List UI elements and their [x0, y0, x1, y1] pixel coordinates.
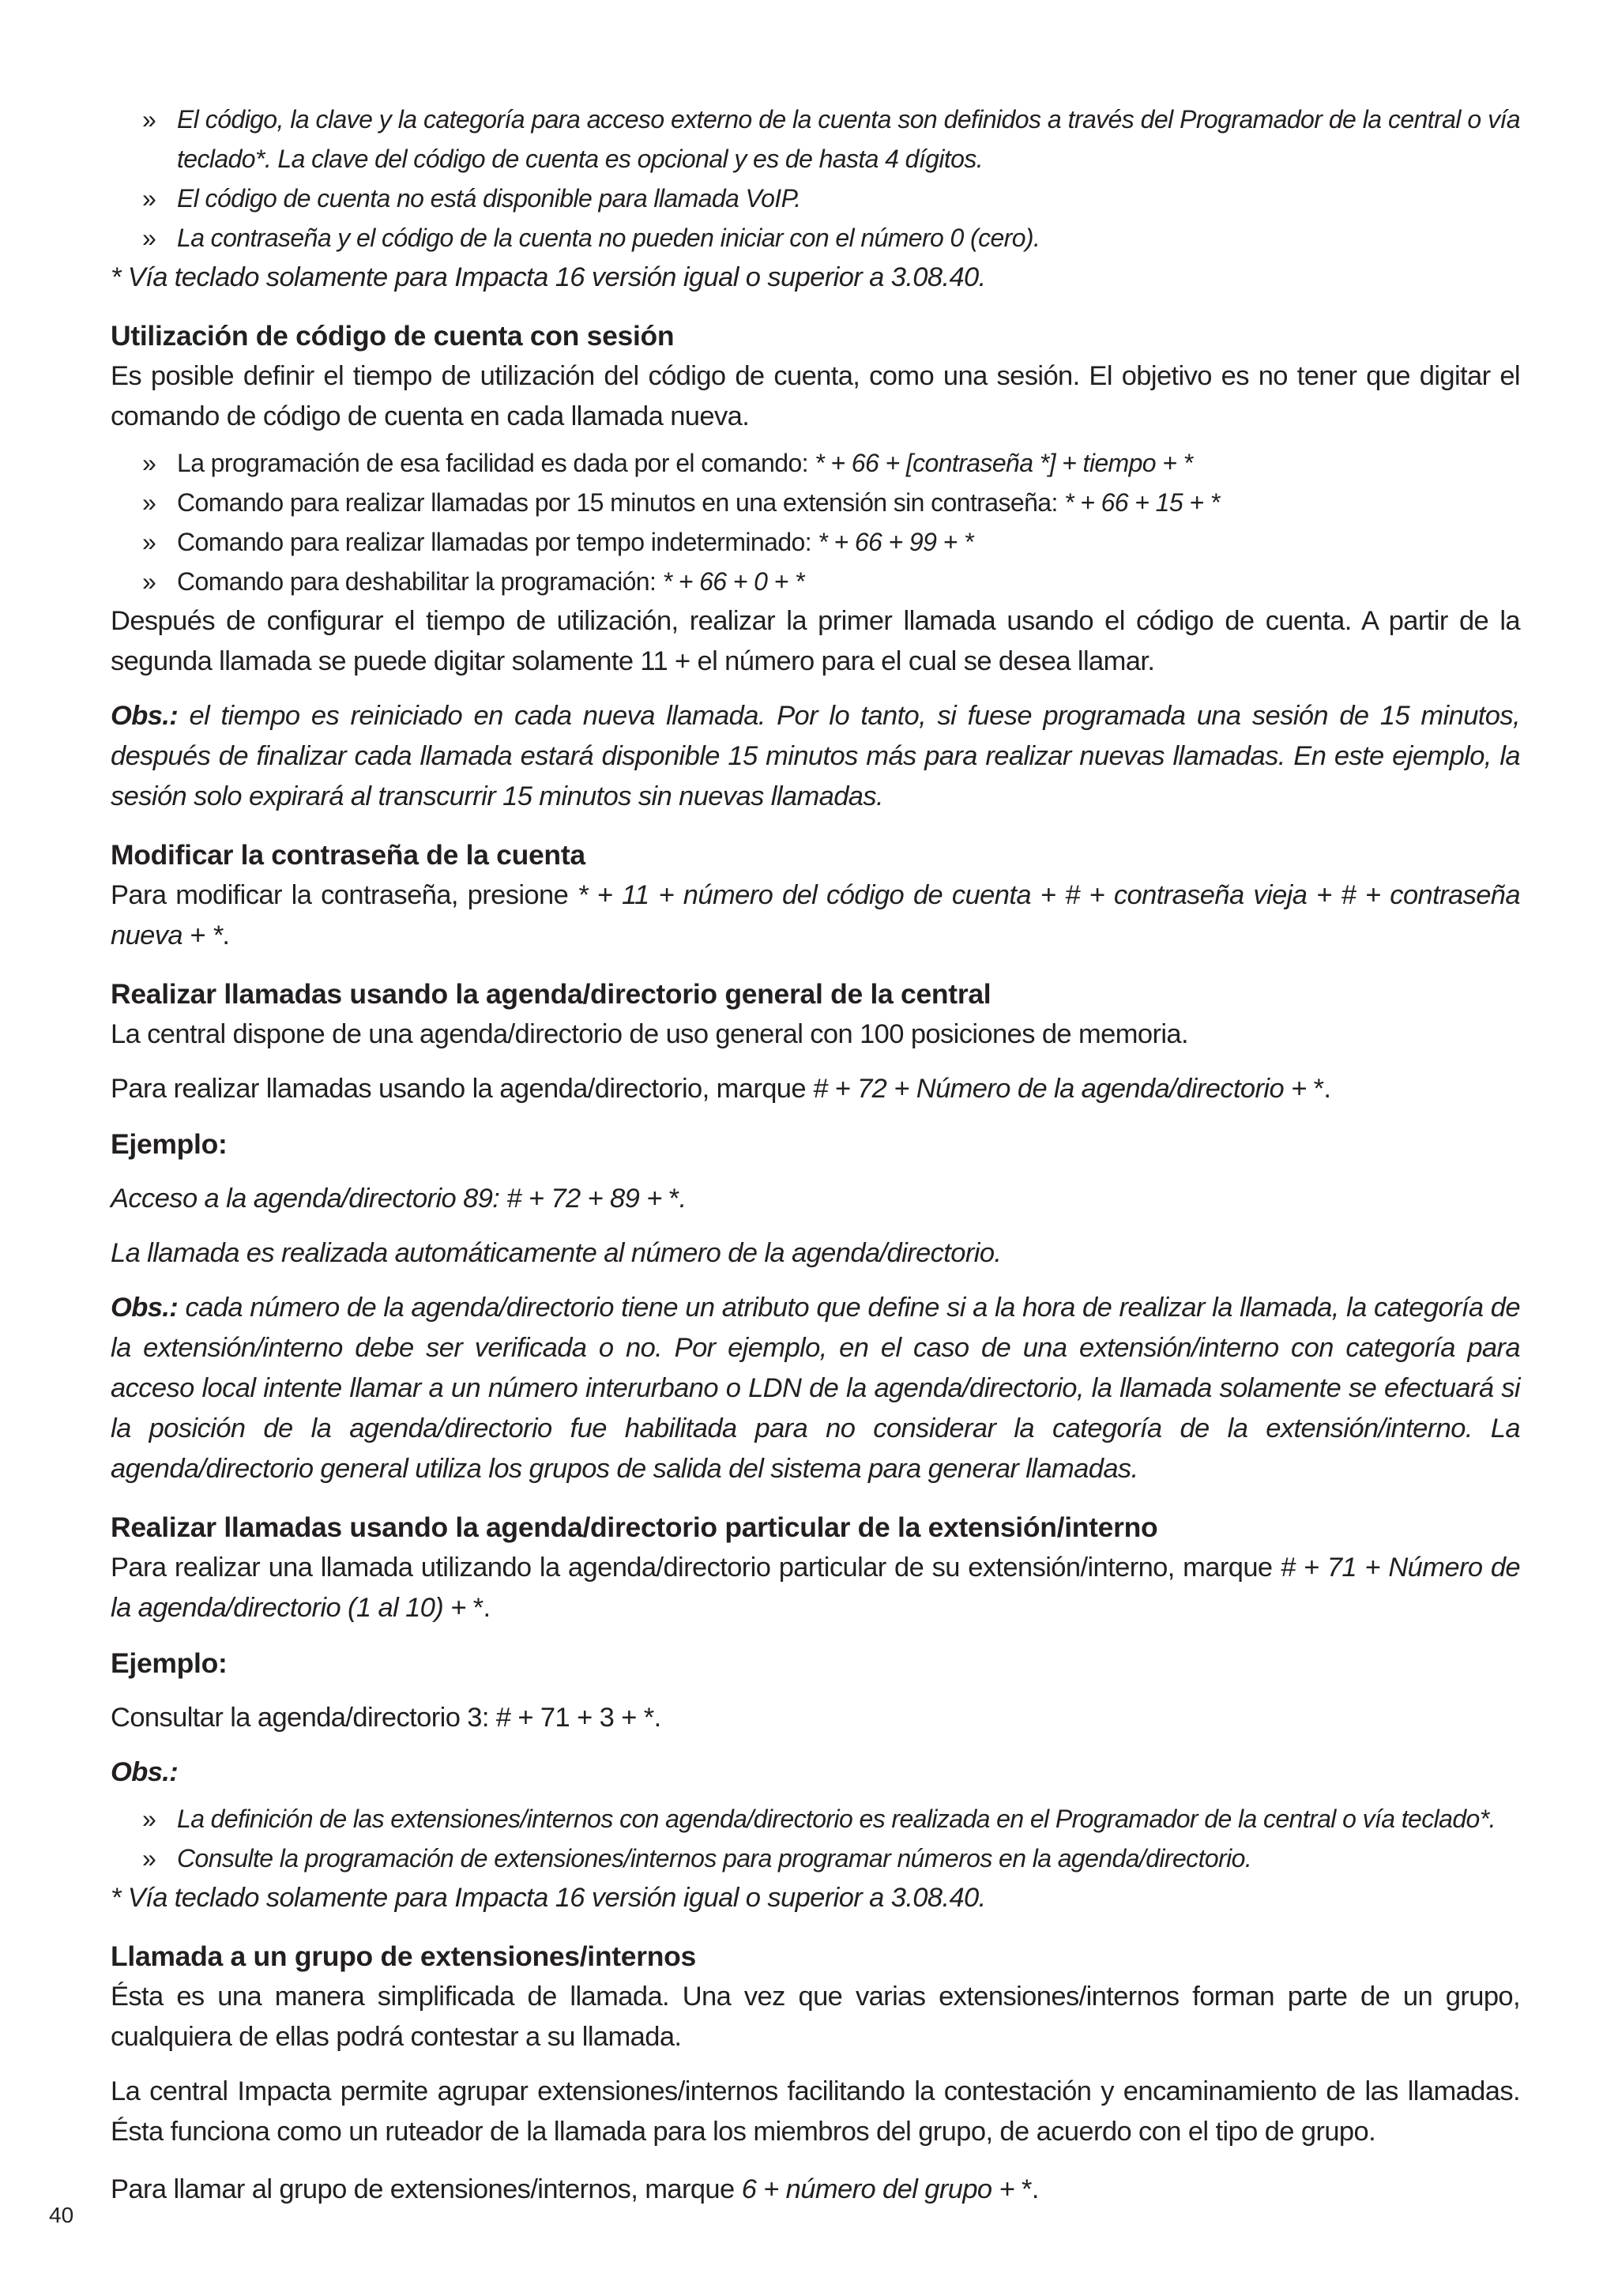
session-bullet-list: [111, 443, 1520, 601]
page-number: 40: [49, 2203, 74, 2227]
star-symbol: *: [643, 1703, 654, 1733]
command-text: * + 66 + 15 + *: [1064, 488, 1220, 517]
star-symbol: *: [668, 1184, 679, 1214]
list-item: » El código, la clave y la categoría para acceso externo de la cuenta son definidos a través del Programador de la central o vía teclado*. La clave del código de cuenta es opcional y es de hasta 4 dígitos.: [111, 100, 1520, 179]
general-obs: Obs.: cada número de la agenda/directorio tiene un atributo que define si a la hora de realizar la llamada, la categoría de la extensión/interno debe ser verificada o no. Por ejemplo, en el caso de una extensión/interno con categoría para acceso local intente llamar a un número interurbano o LDN de la agenda/directorio, la llamada solamente se efectuará si la posición de la agenda/directorio fue habilitada para no considerar la categoría de la extensión/interno. La agenda/directorio general utiliza los grupos de salida del sistema para generar llamadas.: [111, 1293, 1520, 1484]
bullet-marker: »: [142, 224, 156, 252]
section-heading-password: Modificar la contraseña de la cuenta: [111, 839, 585, 871]
list-item: » La definición de las extensiones/internos con agenda/directorio es realizada en el Programador de la central o vía teclado*.: [111, 1799, 1520, 1839]
list-item: » Consulte la programación de extensiones/internos para programar números en la agenda/directorio.: [111, 1839, 1520, 1878]
star-symbol: *: [1313, 1074, 1324, 1104]
session-intro: Es posible definir el tiempo de utilización del código de cuenta, como una sesión. El objetivo es no tener que digitar el comando de código de cuenta en cada llamada nueva.: [111, 361, 1520, 431]
session-obs: Obs.: el tiempo es reiniciado en cada nueva llamada. Por lo tanto, si fuese programada una sesión de 15 minutos, después de finalizar cada llamada estará disponible 15 minutos más para realizar nuevas llamadas. En este ejemplo, la sesión solo expirará al transcurrir 15 minutos sin nuevas llamadas.: [111, 701, 1520, 811]
particular-example: Consultar la agenda/directorio 3: # + 71 + 3 + *.: [111, 1703, 661, 1733]
list-item: » Comando para deshabilitar la programación: * + 66 + 0 + *: [111, 562, 1520, 601]
command-text: # + 71 + Número de la agenda/directorio (1 al 10) +: [111, 1553, 1520, 1623]
list-item: » Comando para realizar llamadas por 15 minutos en una extensión sin contraseña: * + 66 + 15 + *: [111, 483, 1520, 522]
group-p2: La central Impacta permite agrupar extensiones/internos facilitando la contestación y encaminamiento de las llamadas. Ésta funciona como un ruteador de la llamada para los miembros del grupo, de acuerdo con el tipo de grupo.: [111, 2076, 1520, 2147]
bullet-marker: »: [142, 449, 156, 477]
bullet-marker: »: [142, 105, 156, 134]
example-label: Ejemplo:: [111, 1647, 228, 1679]
document-page: [111, 100, 1520, 2210]
group-p3: Para llamar al grupo de extensiones/internos, marque 6 + número del grupo + *.: [111, 2174, 1039, 2204]
command-text: 6 + número del grupo +: [741, 2174, 1022, 2204]
example-label: Ejemplo:: [111, 1128, 228, 1160]
command-text: * + 66 + 0 + *: [662, 567, 804, 596]
star-symbol: *: [472, 1593, 484, 1623]
bullet-marker: »: [142, 528, 156, 556]
section-heading-session: Utilización de código de cuenta con sesión: [111, 320, 675, 352]
password-text: Para modificar la contraseña, presione * + 11 + número del código de cuenta + # + contraseña vieja + # + contraseña nueva + *.: [111, 880, 1520, 950]
star-symbol: *: [1022, 2174, 1032, 2204]
bullet-marker: »: [142, 488, 156, 517]
footnote: * Vía teclado solamente para Impacta 16 versión igual o superior a 3.08.40.: [111, 1883, 986, 1913]
intro-bullet-list: [111, 100, 1520, 258]
bullet-marker: »: [142, 184, 156, 213]
footnote: * Vía teclado solamente para Impacta 16 versión igual o superior a 3.08.40.: [111, 262, 986, 292]
general-line-2: Para realizar llamadas usando la agenda/directorio, marque # + 72 + Número de la agenda/directorio + *.: [111, 1074, 1331, 1104]
session-after: Después de configurar el tiempo de utilización, realizar la primer llamada usando el código de cuenta. A partir de la segunda llamada se puede digitar solamente 11 + el número para el cual se desea llamar.: [111, 606, 1520, 676]
obs-label: Obs.:: [111, 701, 179, 731]
particular-obs-label: Obs.:: [111, 1757, 179, 1787]
bullet-marker: »: [142, 567, 156, 596]
particular-obs-list: [111, 1799, 1520, 1878]
general-example-2: La llamada es realizada automáticamente al número de la agenda/directorio.: [111, 1238, 1002, 1268]
general-example-1: Acceso a la agenda/directorio 89: # + 72 + 89 + *.: [111, 1184, 687, 1214]
list-item: » Comando para realizar llamadas por tempo indeterminado: * + 66 + 99 + *: [111, 522, 1520, 562]
section-heading-particular-directory: Realizar llamadas usando la agenda/directorio particular de la extensión/interno: [111, 1511, 1158, 1543]
bullet-marker: »: [142, 1844, 156, 1873]
section-heading-group: Llamada a un grupo de extensiones/internos: [111, 1940, 696, 1972]
section-heading-general-directory: Realizar llamadas usando la agenda/directorio general de la central: [111, 978, 991, 1010]
general-line-1: La central dispone de una agenda/directorio de uso general con 100 posiciones de memoria.: [111, 1019, 1188, 1049]
command-text: * + 66 + 99 + *: [818, 528, 973, 556]
command-text: * + 11 + número del código de cuenta + # + contraseña vieja + # + contraseña nueva + *: [111, 880, 1520, 950]
list-item: » El código de cuenta no está disponible para llamada VoIP.: [111, 179, 1520, 218]
bullet-marker: »: [142, 1805, 156, 1833]
command-text: # + 72 + Número de la agenda/directorio +: [812, 1074, 1314, 1104]
obs-label: Obs.:: [111, 1293, 179, 1323]
group-p1: Ésta es una manera simplificada de llamada. Una vez que varias extensiones/internos forman parte de un grupo, cualquiera de ellas podrá contestar a su llamada.: [111, 1982, 1520, 2052]
list-item: » La programación de esa facilidad es dada por el comando: * + 66 + [contraseña *] + tiempo + *: [111, 443, 1520, 483]
particular-text: Para realizar una llamada utilizando la agenda/directorio particular de su extensión/interno, marque # + 71 + Número de la agenda/directorio (1 al 10) + *.: [111, 1553, 1520, 1623]
command-text: * + 66 + [contraseña *] + tiempo + *: [815, 449, 1193, 477]
list-item: » La contraseña y el código de la cuenta no pueden iniciar con el número 0 (cero).: [111, 218, 1520, 258]
